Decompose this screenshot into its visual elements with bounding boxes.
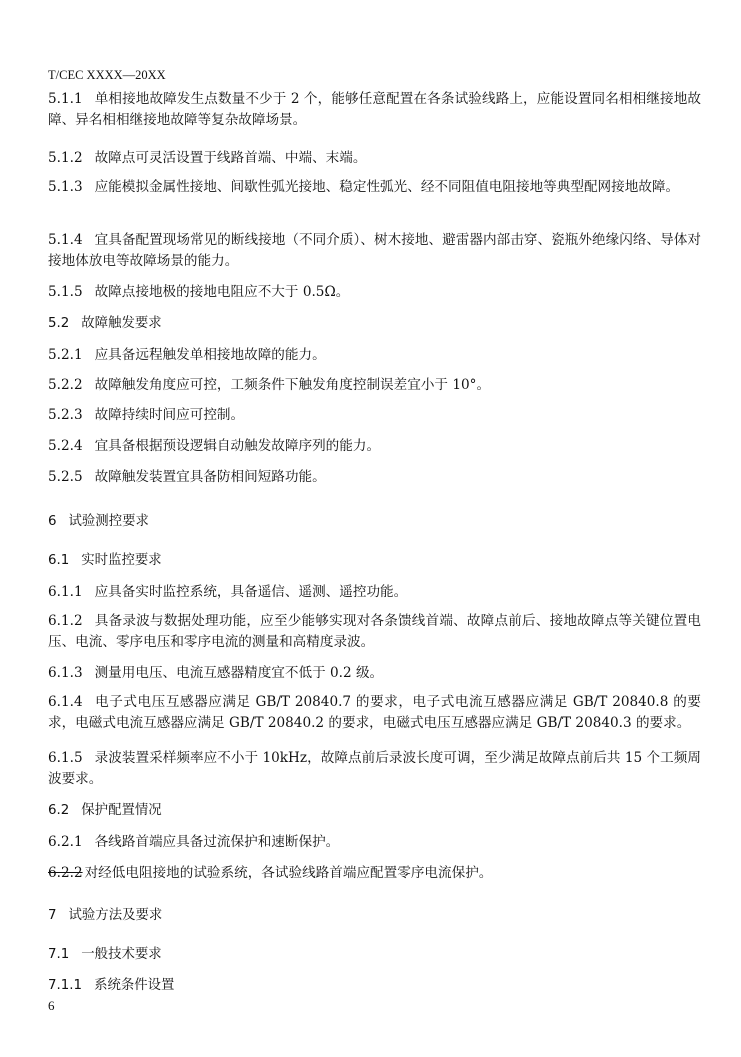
clause-text: 宜具备根据预设逻辑自动触发故障序列的能力。 [94,438,381,454]
clause-text: 应具备实时监控系统，具备遥信、遥测、遥控功能。 [94,584,408,600]
clause-text: 录波装置采样频率应不小于 10kHz，故障点前后录波长度可调，至少满足故障点前后共 15 个工频周波要求。 [48,750,701,787]
clause-number: 5.1.2 [48,150,83,166]
clause-number: 6.1.1 [48,584,83,600]
section-number: 6.2 [48,803,70,818]
chapter-6-heading [48,512,701,532]
section-5-2-heading [48,314,701,334]
clause-number: 6.1.4 [48,694,83,710]
section-title: 实时监控要求 [81,553,162,568]
clause-number: 6.2.1 [48,834,83,850]
section-title: 故障触发要求 [81,316,162,331]
clause-5-2-5 [48,467,701,487]
clause-text: 单相接地故障发生点数量不少于 2 个，能够任意配置在各条试验线路上，应能设置同名相相继接地故障、异名相相继接地故障等复杂故障场景。 [48,91,701,128]
clause-5-1-4 [48,230,701,272]
clause-5-1-3 [48,177,701,198]
clause-number: 7.1.1 [48,978,83,993]
clause-number: 5.1.3 [48,179,83,195]
section-6-2-heading [48,801,701,821]
clause-number: 6.1.3 [48,665,83,681]
section-number: 6.1 [48,553,70,568]
clause-text: 故障触发装置宜具备防相间短路功能。 [94,469,326,485]
clause-text: 故障持续时间应可控制。 [94,407,245,423]
clause-6-1-4 [48,692,701,734]
clause-6-1-1 [48,582,701,602]
clause-text: 具备录波与数据处理功能，应至少能够实现对各条馈线首端、故障点前后、接地故障点等关键位置电压、电流、零序电压和零序电流的测量和高精度录波。 [48,613,701,650]
section-number: 5.2 [48,316,70,331]
clause-number-struck: 6.2.2 [48,865,83,881]
clause-5-1-5 [48,282,701,302]
clause-text: 故障触发角度应可控，工频条件下触发角度控制误差宜小于 10°。 [94,377,491,393]
chapter-number: 6 [48,514,57,529]
clause-number: 5.1.5 [48,284,83,300]
clause-number: 5.1.4 [48,232,83,248]
section-7-1-heading [48,945,701,965]
clause-6-1-2 [48,611,701,653]
clause-text: 故障点接地极的接地电阻应不大于 0.5Ω。 [94,284,350,300]
clause-text: 应具备远程触发单相接地故障的能力。 [94,347,326,363]
clause-number: 5.2.4 [48,438,83,454]
clause-7-1-1-heading [48,976,701,996]
section-title: 保护配置情况 [81,803,162,818]
clause-number: 5.2.3 [48,407,83,423]
clause-number: 5.2.1 [48,347,83,363]
clause-6-1-3 [48,663,701,683]
clause-number: 5.2.5 [48,469,83,485]
clause-6-2-2 [48,863,701,883]
section-number: 7.1 [48,947,70,962]
clause-6-1-5 [48,748,701,790]
clause-text: 应能模拟金属性接地、间歇性弧光接地、稳定性弧光、经不同阻值电阻接地等典型配网接地故障。 [94,179,680,195]
clause-text: 测量用电压、电流互感器精度宜不低于 0.2 级。 [94,665,384,681]
section-6-1-heading [48,551,701,571]
clause-number: 6.1.5 [48,750,83,766]
clause-text: 对经低电阻接地的试验系统，各试验线路首端应配置零序电流保护。 [84,865,493,881]
clause-number: 5.1.1 [48,91,83,107]
clause-5-1-2 [48,148,701,168]
clause-5-2-2 [48,375,701,395]
chapter-title: 试验测控要求 [68,514,149,529]
clause-text: 电子式电压互感器应满足 GB/T 20840.7 的要求，电子式电流互感器应满足 GB/T 20840.8 的要求，电磁式电流互感器应满足 GB/T 20840.2 的要求，电磁式电压互感器应满足 GB/T 20840.3 的要求。 [48,694,701,731]
clause-5-2-4 [48,436,701,456]
chapter-7-heading [48,906,701,926]
chapter-title: 试验方法及要求 [68,908,163,923]
page-number: 6 [48,998,55,1013]
clause-6-2-1 [48,832,701,852]
chapter-number: 7 [48,908,57,923]
document-header: T/CEC XXXX—20XX [48,68,166,82]
section-title: 一般技术要求 [81,947,162,962]
clause-number: 5.2.2 [48,377,83,393]
clause-5-1-1 [48,89,701,131]
clause-5-2-3 [48,405,701,425]
clause-text: 故障点可灵活设置于线路首端、中端、末端。 [94,150,367,166]
clause-number: 6.1.2 [48,613,83,629]
clause-5-2-1 [48,345,701,365]
clause-text: 各线路首端应具备过流保护和速断保护。 [94,834,340,850]
clause-title: 系统条件设置 [94,978,175,993]
clause-text: 宜具备配置现场常见的断线接地（不同介质）、树木接地、避雷器内部击穿、瓷瓶外绝缘闪络、导体对接地体放电等故障场景的能力。 [48,232,701,269]
